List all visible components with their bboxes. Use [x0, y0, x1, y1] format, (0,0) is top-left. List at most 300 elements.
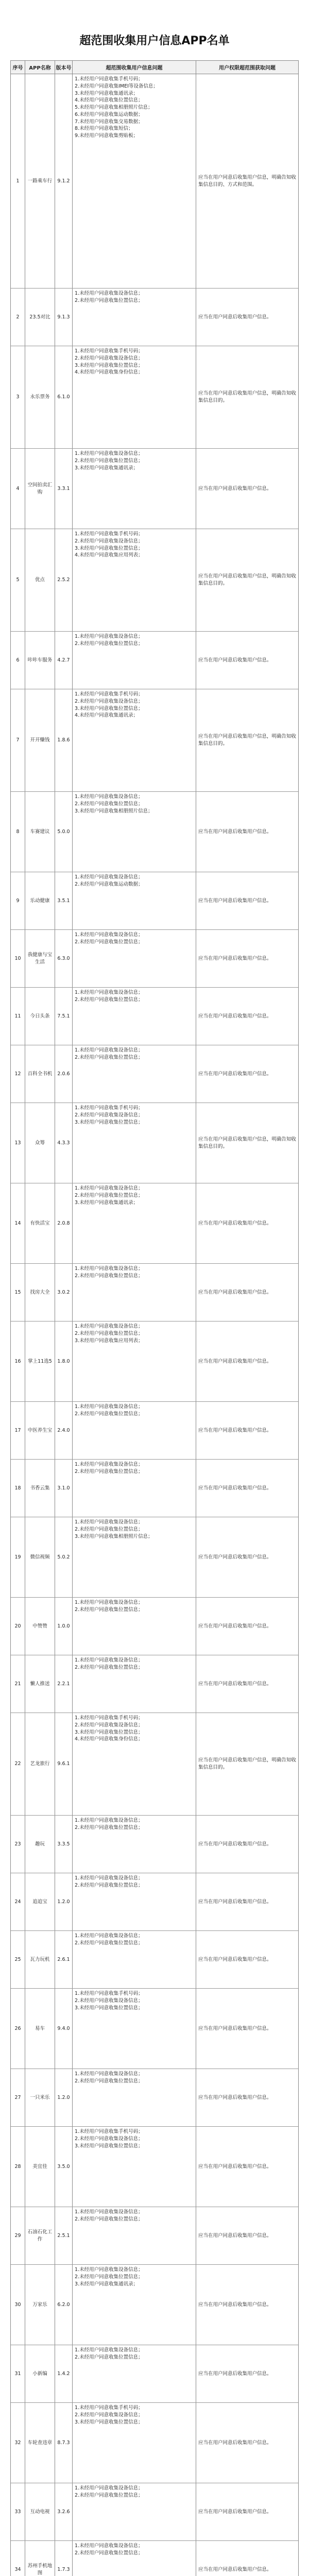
cell-collection-issues — [73, 2127, 196, 2207]
cell-no: 30 — [11, 2265, 25, 2345]
cell-version: 5.0.0 — [55, 792, 73, 872]
requirement-text: 应当在用户同意后收集用户信息，明确告知收集信息目的。 — [198, 1136, 297, 1149]
problem-item: 5.未经用户同意收集相册照片信息； — [75, 105, 153, 111]
cell-collection-issues — [73, 1517, 196, 1597]
cell-no: 21 — [11, 1655, 25, 1713]
problem-item: 9.未经用户同意收集剪贴板； — [75, 133, 139, 139]
problem-item: 2.未经用户同意收集运动数据； — [75, 881, 143, 887]
table-row — [11, 529, 298, 632]
problem-item: 2.未经用户同意收集位置信息； — [75, 1664, 143, 1670]
cell-collection-issues — [73, 2403, 196, 2483]
cell-app-name: 石油石化工作 — [25, 2207, 55, 2264]
cell-app-name: 23.5对比 — [25, 289, 55, 346]
cell-permission-issue — [196, 988, 298, 1045]
cell-version: 1.4.2 — [55, 2345, 73, 2402]
problem-item: 1.未经用户同意收集设备信息； — [75, 291, 143, 296]
cell-no: 17 — [11, 1402, 25, 1459]
problem-item: 2.未经用户同意收集IMEI等设备信息； — [75, 83, 158, 89]
problem-item: 1.未经用户同意收集手机号码； — [75, 2129, 143, 2134]
cell-collection-issues — [73, 449, 196, 529]
requirement-text: 应当在用户同意后收集用户信息。 — [198, 2439, 272, 2446]
cell-permission-issue — [196, 1183, 298, 1263]
table-row — [11, 2265, 298, 2345]
app-list-table — [10, 60, 299, 2576]
cell-version: 4.3.3 — [55, 1103, 73, 1183]
table-row — [11, 1402, 298, 1460]
table-row — [11, 1713, 298, 1816]
problem-item: 1.未经用户同意收集手机号码； — [75, 348, 143, 354]
cell-app-name: 书香云集 — [25, 1460, 55, 1517]
cell-no: 33 — [11, 2483, 25, 2540]
table-row — [11, 1183, 298, 1264]
cell-app-name: 车轮查违章 — [25, 2403, 55, 2483]
problem-item: 3.未经用户同意收集位置信息； — [75, 362, 143, 368]
requirement-text: 应当在用户同意后收集用户信息。 — [198, 2566, 272, 2572]
cell-collection-issues — [73, 2345, 196, 2402]
cell-permission-issue — [196, 632, 298, 689]
problem-item: 8.未经用户同意收集短信； — [75, 126, 133, 132]
requirement-text: 应当在用户同意后收集用户信息。 — [198, 1841, 272, 1847]
problem-item: 2.未经用户同意收集设备信息； — [75, 2136, 143, 2142]
cell-app-name: 万家乐 — [25, 2265, 55, 2345]
table-row — [11, 930, 298, 988]
cell-no: 6 — [11, 632, 25, 689]
cell-app-name: 微信视频 — [25, 1517, 55, 1597]
cell-permission-issue — [196, 1321, 298, 1401]
requirement-text: 应当在用户同意后收集用户信息。 — [198, 1623, 272, 1629]
problem-item: 2.未经用户同意收集设备信息； — [75, 1997, 143, 2004]
cell-version: 3.0.2 — [55, 1264, 73, 1321]
requirement-text: 应当在用户同意后收集用户信息，明确告知收集信息目的。 — [198, 391, 297, 403]
problem-item: 4.未经用户同意收集身份信息； — [75, 1736, 143, 1742]
header-permission-issue: 用户权限超范围获取问题 — [219, 65, 276, 71]
cell-no: 34 — [11, 2541, 25, 2576]
cell-collection-issues — [73, 872, 196, 929]
requirement-text: 应当在用户同意后收集用户信息。 — [198, 828, 272, 835]
cell-app-name: 美宜佳 — [25, 2127, 55, 2207]
table-row — [11, 289, 298, 346]
problem-item: 1.未经用户同意收集设备信息； — [75, 2267, 143, 2273]
problem-item: 2.未经用户同意收集位置信息； — [75, 1606, 143, 1613]
problem-item: 2.未经用户同意收集位置信息； — [75, 1882, 143, 1888]
cell-collection-issues — [73, 792, 196, 872]
cell-app-name: 有快活宝 — [25, 1183, 55, 1263]
cell-collection-issues — [73, 1598, 196, 1655]
cell-permission-issue — [196, 74, 298, 288]
problem-item: 3.未经用户同意收集位置信息； — [75, 2143, 143, 2149]
cell-no: 11 — [11, 988, 25, 1045]
problem-item: 1.未经用户同意收集设备信息； — [75, 1266, 143, 1272]
cell-permission-issue — [196, 1931, 298, 1988]
cell-no: 15 — [11, 1264, 25, 1321]
problem-item: 1.未经用户同意收集手机号码； — [75, 1715, 143, 1721]
cell-collection-issues — [73, 529, 196, 631]
cell-permission-issue — [196, 689, 298, 791]
problem-item: 1.未经用户同意收集设备信息； — [75, 1818, 143, 1823]
cell-no: 2 — [11, 289, 25, 346]
cell-collection-issues — [73, 1931, 196, 1988]
problem-item: 1.未经用户同意收集设备信息； — [75, 2209, 143, 2215]
cell-app-name: 追追宝 — [25, 1873, 55, 1930]
cell-version: 3.5.0 — [55, 2127, 73, 2207]
cell-permission-issue — [196, 872, 298, 929]
table-row — [11, 1045, 298, 1103]
cell-no: 29 — [11, 2207, 25, 2264]
requirement-text: 应当在用户同意后收集用户信息。 — [198, 1220, 272, 1226]
cell-app-name: 小新编 — [25, 2345, 55, 2402]
problem-item: 3.未经用户同意收集位置信息； — [75, 705, 143, 711]
cell-no: 8 — [11, 792, 25, 872]
problem-item: 1.未经用户同意收集设备信息； — [75, 1600, 143, 1605]
cell-app-name: 易车 — [25, 1989, 55, 2069]
cell-collection-issues — [73, 1713, 196, 1815]
table-row — [11, 1655, 298, 1713]
cell-permission-issue — [196, 2345, 298, 2402]
problem-item: 6.未经用户同意收集运动数据； — [75, 111, 143, 117]
cell-app-name: 中医养生宝 — [25, 1402, 55, 1459]
table-row — [11, 1873, 298, 1931]
cell-collection-issues — [73, 1321, 196, 1401]
problem-item: 4.未经用户同意收集身份信息； — [75, 369, 143, 376]
cell-version: 3.3.1 — [55, 449, 73, 529]
header-app-name: APP名称 — [25, 61, 55, 74]
problem-item: 2.未经用户同意收集位置信息； — [75, 2216, 143, 2222]
cell-version: 1.7.3 — [55, 2541, 73, 2576]
problem-item: 1.未经用户同意收集设备信息； — [75, 1875, 143, 1881]
cell-app-name: 艺龙旅行 — [25, 1713, 55, 1815]
requirement-text: 应当在用户同意后收集用户信息。 — [198, 1956, 272, 1962]
cell-no: 18 — [11, 1460, 25, 1517]
problem-item: 2.未经用户同意收集位置信息； — [75, 1526, 143, 1532]
problem-item: 3.未经用户同意收集通讯录； — [75, 465, 139, 471]
table-row — [11, 74, 298, 289]
problem-item: 2.未经用户同意收集设备信息； — [75, 1722, 143, 1728]
cell-version: 9.1.3 — [55, 289, 73, 346]
cell-app-name: 互动电视 — [25, 2483, 55, 2540]
cell-version: 3.5.1 — [55, 872, 73, 929]
cell-permission-issue — [196, 2207, 298, 2264]
cell-no: 32 — [11, 2403, 25, 2483]
cell-permission-issue — [196, 529, 298, 631]
cell-version: 2.5.1 — [55, 2207, 73, 2264]
table-row — [11, 346, 298, 449]
cell-no: 16 — [11, 1321, 25, 1401]
cell-permission-issue — [196, 1517, 298, 1597]
cell-version: 2.4.0 — [55, 1402, 73, 1459]
cell-app-name: 咔咔车服务 — [25, 632, 55, 689]
problem-item: 3.未经用户同意收集相册照片信息； — [75, 1533, 153, 1539]
cell-collection-issues — [73, 1873, 196, 1930]
problem-item: 4.未经用户同意收集通讯录； — [75, 713, 139, 719]
cell-permission-issue — [196, 2541, 298, 2576]
problem-item: 1.未经用户同意收集设备信息； — [75, 451, 143, 456]
requirement-text: 应当在用户同意后收集用户信息，明确告知收集信息目的。 — [198, 1757, 297, 1770]
requirement-text: 应当在用户同意后收集用户信息。 — [198, 955, 272, 961]
cell-permission-issue — [196, 449, 298, 529]
requirement-text: 应当在用户同意后收集用户信息。 — [198, 2025, 272, 2031]
problem-item: 1.未经用户同意收集设备信息； — [75, 2485, 143, 2491]
cell-version: 1.8.6 — [55, 689, 73, 791]
cell-app-name: 众筹 — [25, 1103, 55, 1183]
requirement-text: 应当在用户同意后收集用户信息。 — [198, 1071, 272, 1077]
cell-app-name: 一只米乐 — [25, 2069, 55, 2126]
page-title: 超范围收集用户信息APP名单 — [79, 35, 230, 47]
requirement-text: 应当在用户同意后收集用户信息。 — [198, 2163, 272, 2170]
cell-no: 24 — [11, 1873, 25, 1930]
problem-item: 2.未经用户同意收集设备信息； — [75, 1112, 143, 1118]
requirement-text: 应当在用户同意后收集用户信息。 — [198, 1485, 272, 1491]
cell-version: 3.1.0 — [55, 1460, 73, 1517]
cell-app-name: 开开赚钱 — [25, 689, 55, 791]
cell-permission-issue — [196, 1816, 298, 1873]
problem-item: 1.未经用户同意收集设备信息； — [75, 2071, 143, 2077]
requirement-text: 应当在用户同意后收集用户信息。 — [198, 2370, 272, 2377]
cell-permission-issue — [196, 1713, 298, 1815]
cell-no: 9 — [11, 872, 25, 929]
table-header — [11, 61, 298, 74]
cell-permission-issue — [196, 1103, 298, 1183]
problem-item: 1.未经用户同意收集设备信息； — [75, 2543, 143, 2549]
cell-version: 2.0.6 — [55, 1045, 73, 1103]
requirement-text: 应当在用户同意后收集用户信息。 — [198, 1554, 272, 1560]
cell-app-name: 永乐票务 — [25, 346, 55, 448]
table-row — [11, 2403, 298, 2483]
cell-app-name: 苏州手机地图 — [25, 2541, 55, 2576]
problem-item: 3.未经用户同意收集相册照片信息； — [75, 808, 153, 814]
cell-collection-issues — [73, 2483, 196, 2540]
problem-item: 2.未经用户同意收集位置信息； — [75, 2078, 143, 2084]
problem-item: 2.未经用户同意收集设备信息； — [75, 355, 143, 361]
requirement-text: 应当在用户同意后收集用户信息。 — [198, 1289, 272, 1295]
cell-no: 28 — [11, 2127, 25, 2207]
cell-app-name: 掌上11选5 — [25, 1321, 55, 1401]
cell-collection-issues — [73, 988, 196, 1045]
cell-no: 5 — [11, 529, 25, 631]
problem-item: 3.未经用户同意收集位置信息； — [75, 2419, 143, 2425]
problem-item: 3.未经用户同意收集位置信息； — [75, 1119, 143, 1125]
cell-collection-issues — [73, 1816, 196, 1873]
cell-collection-issues — [73, 346, 196, 448]
problem-item: 2.未经用户同意收集位置信息； — [75, 1468, 143, 1475]
problem-item: 2.未经用户同意收集设备信息； — [75, 698, 143, 704]
cell-version: 2.0.8 — [55, 1183, 73, 1263]
cell-version: 4.2.7 — [55, 632, 73, 689]
problem-item: 2.未经用户同意收集位置信息； — [75, 1273, 143, 1279]
cell-app-name: 我健康与宝生活 — [25, 930, 55, 987]
cell-version: 9.4.0 — [55, 1989, 73, 2069]
problem-item: 2.未经用户同意收集位置信息； — [75, 2492, 143, 2498]
problem-item: 3.未经用户同意收集通讯录； — [75, 90, 139, 96]
problem-item: 3.未经用户同意收集位置信息； — [75, 2005, 143, 2011]
cell-permission-issue — [196, 1655, 298, 1713]
cell-permission-issue — [196, 1045, 298, 1103]
problem-item: 2.未经用户同意收集位置信息； — [75, 457, 143, 464]
cell-permission-issue — [196, 1460, 298, 1517]
cell-no: 26 — [11, 1989, 25, 2069]
cell-version: 6.3.0 — [55, 930, 73, 987]
cell-permission-issue — [196, 1264, 298, 1321]
cell-collection-issues — [73, 289, 196, 346]
problem-item: 2.未经用户同意收集位置信息； — [75, 996, 143, 1003]
cell-version: 9.6.1 — [55, 1713, 73, 1815]
cell-no: 27 — [11, 2069, 25, 2126]
problem-item: 2.未经用户同意收集位置信息； — [75, 640, 143, 647]
problem-item: 2.未经用户同意收集位置信息； — [75, 1940, 143, 1946]
problem-item: 1.未经用户同意收集手机号码； — [75, 531, 143, 537]
problem-item: 1.未经用户同意收集手机号码； — [75, 1991, 143, 1996]
problem-item: 1.未经用户同意收集手机号码； — [75, 76, 143, 82]
cell-app-name: 今日头条 — [25, 988, 55, 1045]
requirement-text: 应当在用户同意后收集用户信息。 — [198, 1427, 272, 1433]
cell-version: 8.7.3 — [55, 2403, 73, 2483]
table-row — [11, 2207, 298, 2265]
problem-item: 1.未经用户同意收集设备信息； — [75, 990, 143, 995]
cell-no: 25 — [11, 1931, 25, 1988]
cell-app-name: 优点 — [25, 529, 55, 631]
cell-permission-issue — [196, 1989, 298, 2069]
cell-version: 2.5.2 — [55, 529, 73, 631]
problem-item: 3.未经用户同意收集通讯录； — [75, 2281, 139, 2287]
cell-collection-issues — [73, 2069, 196, 2126]
table-row — [11, 1517, 298, 1598]
requirement-text: 应当在用户同意后收集用户信息，明确告知收集信息目的、方式和范围。 — [198, 174, 297, 188]
problem-item: 1.未经用户同意收集设备信息； — [75, 1462, 143, 1467]
problem-item: 1.未经用户同意收集手机号码； — [75, 691, 143, 697]
table-row — [11, 1103, 298, 1183]
problem-item: 2.未经用户同意收集位置信息； — [75, 1330, 143, 1336]
problem-item: 2.未经用户同意收集位置信息； — [75, 939, 143, 945]
cell-collection-issues — [73, 689, 196, 791]
cell-collection-issues — [73, 2541, 196, 2576]
cell-version: 5.0.2 — [55, 1517, 73, 1597]
cell-collection-issues — [73, 1045, 196, 1103]
problem-item: 1.未经用户同意收集设备信息； — [75, 2347, 143, 2353]
table-body — [11, 74, 298, 2576]
cell-collection-issues — [73, 2265, 196, 2345]
cell-no: 7 — [11, 689, 25, 791]
cell-version: 6.2.0 — [55, 2265, 73, 2345]
problem-item: 1.未经用户同意收集手机号码； — [75, 1105, 143, 1111]
table-row — [11, 1989, 298, 2069]
table-row — [11, 988, 298, 1045]
problem-item: 3.未经用户同意收集位置信息； — [75, 1729, 143, 1735]
cell-version: 3.2.6 — [55, 2483, 73, 2540]
header-version: 版本号 — [55, 61, 73, 74]
cell-version: 1.2.0 — [55, 1873, 73, 1930]
table-row — [11, 872, 298, 930]
cell-collection-issues — [73, 1989, 196, 2069]
cell-version: 3.3.5 — [55, 1816, 73, 1873]
problem-item: 2.未经用户同意收集位置信息； — [75, 2550, 143, 2556]
cell-no: 10 — [11, 930, 25, 987]
cell-version: 7.5.1 — [55, 988, 73, 1045]
cell-no: 1 — [11, 74, 25, 288]
cell-no: 4 — [11, 449, 25, 529]
cell-no: 3 — [11, 346, 25, 448]
cell-collection-issues — [73, 1460, 196, 1517]
cell-version: 1.8.0 — [55, 1321, 73, 1401]
requirement-text: 应当在用户同意后收集用户信息。 — [198, 314, 272, 320]
cell-permission-issue — [196, 289, 298, 346]
cell-permission-issue — [196, 2403, 298, 2483]
cell-permission-issue — [196, 2265, 298, 2345]
cell-app-name: 乐动健康 — [25, 872, 55, 929]
requirement-text: 应当在用户同意后收集用户信息，明确告知收集信息目的。 — [198, 573, 297, 586]
problem-item: 1.未经用户同意收集设备信息； — [75, 794, 143, 800]
requirement-text: 应当在用户同意后收集用户信息。 — [198, 485, 272, 492]
table-row — [11, 2127, 298, 2207]
requirement-text: 应当在用户同意后收集用户信息。 — [198, 1681, 272, 1687]
problem-item: 2.未经用户同意收集位置信息； — [75, 2354, 143, 2360]
problem-item: 4.未经用户同意收集位置信息； — [75, 97, 143, 104]
cell-permission-issue — [196, 792, 298, 872]
cell-version: 2.2.1 — [55, 1655, 73, 1713]
cell-collection-issues — [73, 1402, 196, 1459]
problem-item: 1.未经用户同意收集设备信息； — [75, 874, 143, 880]
requirement-text: 应当在用户同意后收集用户信息。 — [198, 2232, 272, 2239]
requirement-text: 应当在用户同意后收集用户信息。 — [198, 2094, 272, 2100]
problem-item: 2.未经用户同意收集位置信息； — [75, 801, 143, 807]
cell-version: 1.0.0 — [55, 1598, 73, 1655]
cell-app-name: 空间拍卖汇购 — [25, 449, 55, 529]
cell-collection-issues — [73, 2207, 196, 2264]
table-row — [11, 1460, 298, 1517]
problem-item: 3.未经用户同意收集位置信息； — [75, 545, 143, 551]
cell-app-name: 百科全书机 — [25, 1045, 55, 1103]
table-row — [11, 449, 298, 529]
cell-permission-issue — [196, 2069, 298, 2126]
table-row — [11, 1264, 298, 1321]
cell-app-name: 懒人推送 — [25, 1655, 55, 1713]
problem-item: 1.未经用户同意收集设备信息； — [75, 1185, 143, 1191]
table-row — [11, 2069, 298, 2127]
problem-item: 1.未经用户同意收集设备信息； — [75, 1519, 143, 1525]
cell-no: 19 — [11, 1517, 25, 1597]
requirement-text: 应当在用户同意后收集用户信息。 — [198, 1358, 272, 1364]
cell-app-name: 中赞赞 — [25, 1598, 55, 1655]
problem-item: 4.未经用户同意收集应用列表； — [75, 552, 143, 558]
problem-item: 2.未经用户同意收集位置信息； — [75, 1054, 143, 1060]
problem-item: 1.未经用户同意收集设备信息； — [75, 1404, 143, 1410]
requirement-text: 应当在用户同意后收集用户信息。 — [198, 1899, 272, 1905]
cell-permission-issue — [196, 346, 298, 448]
problem-item: 2.未经用户同意收集设备信息； — [75, 538, 143, 544]
cell-version: 9.1.2 — [55, 74, 73, 288]
requirement-text: 应当在用户同意后收集用户信息。 — [198, 2301, 272, 2308]
cell-no: 20 — [11, 1598, 25, 1655]
table-row — [11, 792, 298, 872]
cell-permission-issue — [196, 1598, 298, 1655]
problem-item: 2.未经用户同意收集位置信息； — [75, 297, 143, 303]
table-row — [11, 1816, 298, 1873]
problem-item: 1.未经用户同意收集设备信息； — [75, 932, 143, 938]
cell-no: 12 — [11, 1045, 25, 1103]
table-row — [11, 2345, 298, 2403]
cell-version: 1.2.0 — [55, 2069, 73, 2126]
cell-app-name: 瓦力玩机 — [25, 1931, 55, 1988]
table-row — [11, 1321, 298, 1402]
problem-item: 1.未经用户同意收集设备信息； — [75, 1324, 143, 1329]
table-row — [11, 2541, 298, 2576]
problem-item: 2.未经用户同意收集位置信息； — [75, 1192, 143, 1198]
cell-collection-issues — [73, 930, 196, 987]
cell-version: 6.1.0 — [55, 346, 73, 448]
problem-item: 2.未经用户同意收集位置信息； — [75, 1411, 143, 1417]
problem-item: 2.未经用户同意收集设备信息； — [75, 2412, 143, 2418]
table-row — [11, 1598, 298, 1655]
problem-item: 1.未经用户同意收集设备信息； — [75, 1047, 143, 1053]
cell-no: 23 — [11, 1816, 25, 1873]
